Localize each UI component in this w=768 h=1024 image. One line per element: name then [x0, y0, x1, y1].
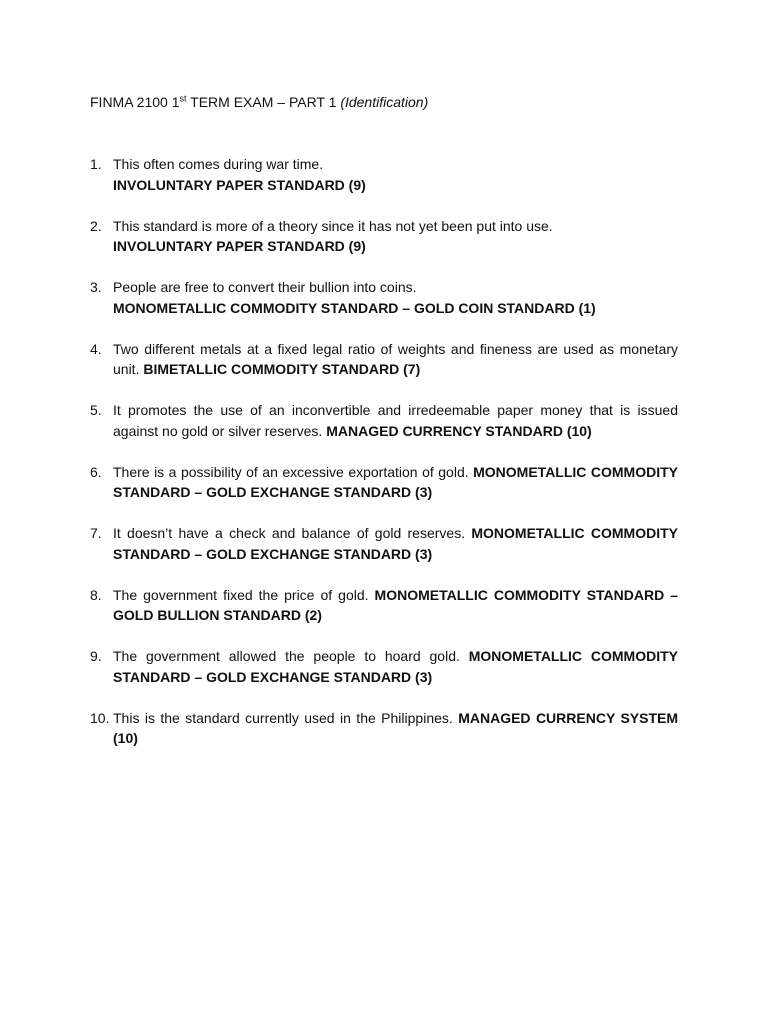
question-text: There is a possibility of an excessive exportation of gold.: [113, 463, 469, 480]
title-main: FINMA 2100 1: [90, 94, 180, 110]
question-text: The government allowed the people to hoard gold.: [113, 648, 460, 664]
question-text: This often comes during war time.: [113, 156, 324, 172]
question-text: Two different metals at a fixed legal ratio of weights and fineness are used as monetary unit.: [113, 340, 678, 377]
question-text: It promotes the use of an inconvertible and irredeemable paper money that is issued against no gold or silver reserves.: [113, 402, 678, 439]
question-item: [90, 462, 678, 503]
page-title: [90, 93, 428, 111]
question-item: [90, 154, 678, 195]
question-item: [90, 523, 678, 564]
question-number: 10.: [90, 709, 110, 726]
question-answer: MANAGED CURRENCY STANDARD (10): [326, 422, 592, 439]
question-answer: BIMETALLIC COMMODITY STANDARD (7): [143, 361, 421, 377]
question-answer: INVOLUNTARY PAPER STANDARD (9): [113, 176, 366, 193]
question-item: [90, 400, 678, 441]
question-answer: INVOLUNTARY PAPER STANDARD (9): [113, 238, 366, 254]
question-number: 3.: [90, 279, 102, 295]
question-answer: MONOMETALLIC COMMODITY STANDARD – GOLD EXCHANGE STANDARD (3): [113, 463, 679, 500]
title-subtitle: (Identification): [340, 94, 429, 110]
question-item: [90, 585, 678, 626]
question-number: 7.: [90, 525, 102, 541]
question-number: 9.: [90, 648, 102, 664]
question-answer: MONOMETALLIC COMMODITY STANDARD – GOLD EXCHANGE STANDARD (3): [113, 648, 678, 685]
question-answer: MONOMETALLIC COMMODITY STANDARD – GOLD BULLION STANDARD (2): [113, 586, 678, 623]
title-superscript: st: [179, 93, 187, 104]
question-number: 2.: [90, 217, 102, 234]
question-item: [90, 708, 678, 749]
question-list: [90, 154, 678, 769]
question-number: 4.: [90, 340, 102, 357]
question-text: The government fixed the price of gold.: [113, 586, 369, 603]
question-item: [90, 277, 678, 318]
question-number: 8.: [90, 586, 102, 603]
question-number: 5.: [90, 402, 102, 418]
title-rest: TERM EXAM – PART 1: [186, 94, 337, 110]
question-answer: MONOMETALLIC COMMODITY STANDARD – GOLD EXCHANGE STANDARD (3): [113, 525, 679, 562]
question-item: [90, 646, 678, 687]
question-number: 6.: [90, 463, 102, 480]
question-text: People are free to convert their bullion into coins.: [113, 279, 417, 295]
question-item: [90, 339, 678, 380]
question-text: This is the standard currently used in the Philippines.: [113, 709, 453, 726]
question-item: [90, 216, 678, 257]
question-text: It doesn’t have a check and balance of gold reserves.: [113, 525, 466, 541]
question-number: 1.: [90, 156, 102, 172]
question-answer: MONOMETALLIC COMMODITY STANDARD – GOLD COIN STANDARD (1): [113, 299, 596, 316]
question-answer: MANAGED CURRENCY SYSTEM (10): [113, 709, 679, 746]
question-text: This standard is more of a theory since it has not yet been put into use.: [113, 217, 553, 234]
